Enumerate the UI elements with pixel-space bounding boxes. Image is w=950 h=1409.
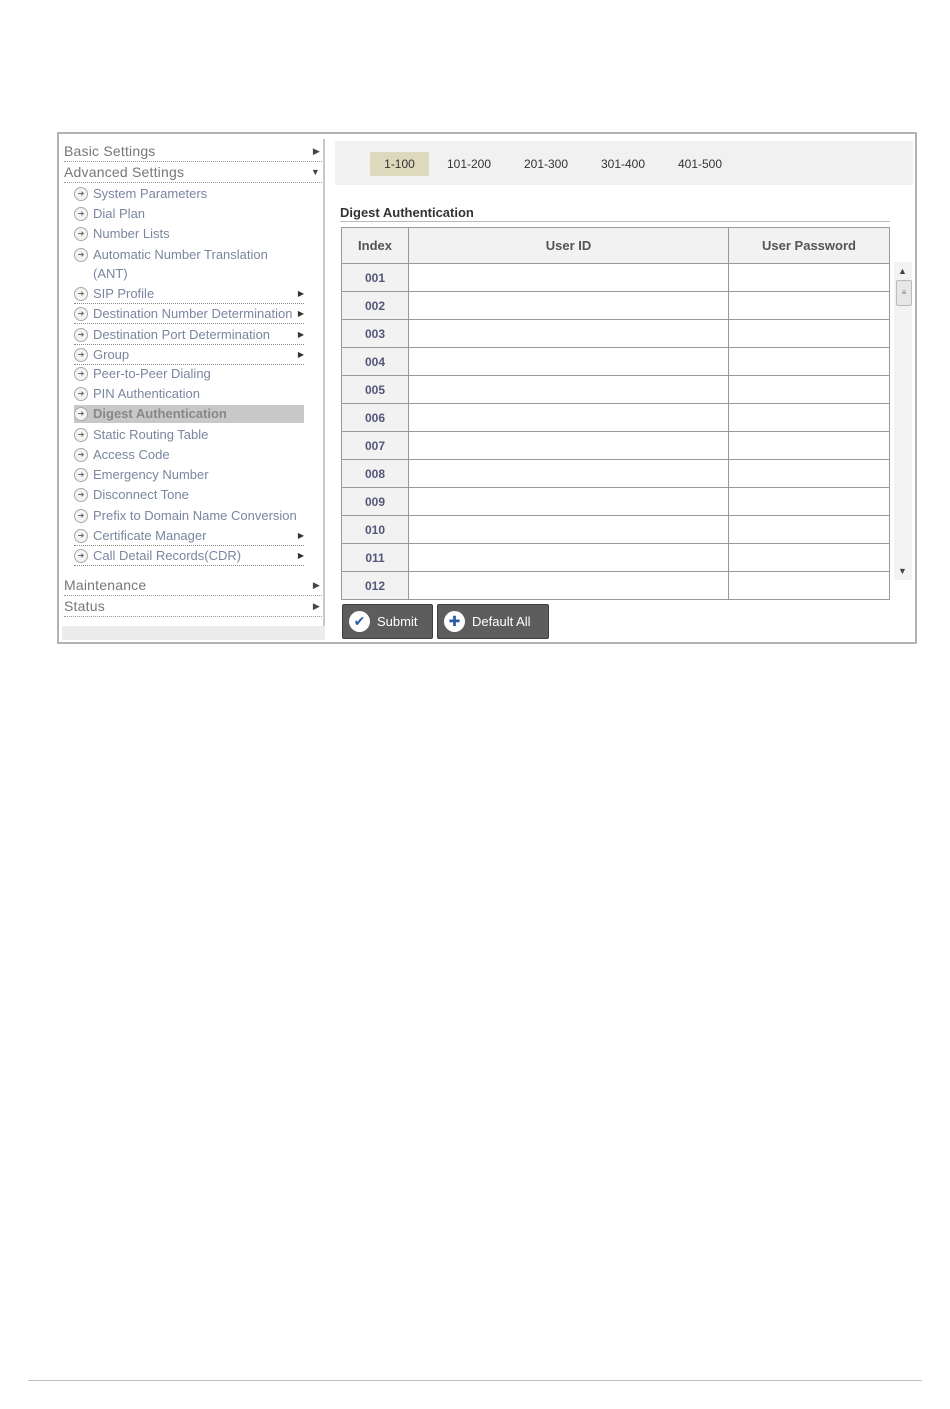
arrow-circle-icon: ➜	[74, 227, 88, 241]
arrow-circle-icon: ➜	[74, 407, 88, 421]
table-row	[342, 404, 890, 432]
table-row	[342, 376, 890, 404]
user-id-input[interactable]	[409, 544, 729, 572]
table-row	[342, 264, 890, 292]
column-header-user-password: User Password	[729, 228, 890, 264]
title-divider	[340, 221, 890, 222]
tab-101-200[interactable]: 101-200	[446, 157, 492, 171]
chevron-right-icon: ▶	[297, 289, 304, 298]
arrow-circle-icon: ➜	[74, 428, 88, 442]
user-id-input[interactable]	[409, 264, 729, 292]
chevron-right-icon: ▶	[312, 146, 320, 156]
digest-auth-table	[341, 227, 890, 600]
user-password-input[interactable]	[729, 376, 890, 404]
arrow-circle-icon: ➜	[74, 468, 88, 482]
user-id-input[interactable]	[409, 488, 729, 516]
checkmark-icon: ✔	[349, 611, 370, 632]
sidebar-section-maintenance[interactable]: Maintenance ▶	[64, 576, 322, 596]
arrow-circle-icon: ➜	[74, 248, 88, 262]
sidebar-item-digest-authentication[interactable]: ➜ Digest Authentication	[74, 405, 304, 423]
arrow-circle-icon: ➜	[74, 529, 88, 543]
user-id-input[interactable]	[409, 404, 729, 432]
user-id-input[interactable]	[409, 320, 729, 348]
table-row	[342, 544, 890, 572]
user-id-input[interactable]	[409, 376, 729, 404]
user-password-input[interactable]	[729, 264, 890, 292]
table-row	[342, 348, 890, 376]
column-header-user-id: User ID	[409, 228, 729, 264]
page-title: Digest Authentication	[340, 205, 474, 220]
puzzle-icon: ✚	[444, 611, 465, 632]
column-header-index: Index	[342, 228, 409, 264]
sidebar-section-advanced-settings[interactable]: Advanced Settings ▼	[64, 163, 322, 183]
sidebar-item-call-detail-records[interactable]: ➜ Call Detail Records(CDR) ▶	[74, 547, 304, 566]
arrow-circle-icon: ➜	[74, 287, 88, 301]
scroll-up-arrow-icon[interactable]: ▲	[898, 266, 907, 276]
user-password-input[interactable]	[729, 404, 890, 432]
main-frame	[57, 132, 917, 644]
user-password-input[interactable]	[729, 488, 890, 516]
sidebar-section-status[interactable]: Status ▶	[64, 597, 322, 617]
tab-201-300[interactable]: 201-300	[523, 157, 569, 171]
chevron-right-icon: ▶	[297, 350, 304, 359]
table-row	[342, 572, 890, 600]
sidebar-item-sip-profile[interactable]: ➜ SIP Profile ▶	[74, 285, 304, 304]
user-id-input[interactable]	[409, 516, 729, 544]
user-id-input[interactable]	[409, 348, 729, 376]
row-index: 008	[342, 460, 409, 488]
user-id-input[interactable]	[409, 432, 729, 460]
chevron-right-icon: ▶	[312, 580, 320, 590]
arrow-circle-icon: ➜	[74, 448, 88, 462]
row-index: 006	[342, 404, 409, 432]
user-id-input[interactable]	[409, 292, 729, 320]
row-index: 010	[342, 516, 409, 544]
table-row	[342, 320, 890, 348]
table-row	[342, 292, 890, 320]
sidebar-item-destination-port-determination[interactable]: ➜ Destination Port Determination ▶	[74, 326, 304, 345]
sidebar-item-destination-number-determination[interactable]: ➜ Destination Number Determination ▶	[74, 305, 304, 324]
user-password-input[interactable]	[729, 292, 890, 320]
sidebar-menu: Basic Settings ▶ Advanced Settings ▼ ➜ System Parameters ➜ Dial Plan ➜ Number Lists ➜ Automatic Number Translation (ANT) ➜ SIP Profile ▶ ➜ Destination Number Determination ▶ ➜ Destination Port Determination ▶ ➜ Group ▶ ➜ Peer-to-Peer Dialing ➜ PIN Authentication ➜ Digest Authentication ➜ Static Routing Table ➜ Access Code ➜ Emergency Number ➜ Disconnect Tone ➜ Prefix to Domain Name Conversion ➜ Certificate Manager ▶ ➜ Call Detail Records(CDR) ▶ Maintenance ▶ Status ▶	[62, 139, 325, 626]
chevron-down-icon: ▼	[310, 167, 320, 177]
user-password-input[interactable]	[729, 544, 890, 572]
arrow-circle-icon: ➜	[74, 207, 88, 221]
sidebar-item-certificate-manager[interactable]: ➜ Certificate Manager ▶	[74, 527, 304, 546]
digest-auth-table-container	[341, 227, 912, 593]
default-all-button[interactable]: ✚ Default All	[437, 604, 549, 639]
scroll-down-arrow-icon[interactable]: ▼	[898, 566, 907, 576]
user-id-input[interactable]	[409, 460, 729, 488]
scroll-thumb[interactable]: ≡	[896, 280, 912, 306]
sidebar-section-basic-settings[interactable]: Basic Settings ▶	[64, 142, 322, 162]
sidebar-item-group[interactable]: ➜ Group ▶	[74, 346, 304, 365]
row-index: 007	[342, 432, 409, 460]
arrow-circle-icon: ➜	[74, 367, 88, 381]
arrow-circle-icon: ➜	[74, 488, 88, 502]
user-password-input[interactable]	[729, 460, 890, 488]
row-index: 012	[342, 572, 409, 600]
arrow-circle-icon: ➜	[74, 387, 88, 401]
submit-button[interactable]: ✔ Submit	[342, 604, 433, 639]
arrow-circle-icon: ➜	[74, 348, 88, 362]
chevron-right-icon: ▶	[297, 551, 304, 560]
sidebar-footer	[62, 626, 325, 640]
chevron-right-icon: ▶	[297, 330, 304, 339]
user-password-input[interactable]	[729, 348, 890, 376]
tab-401-500[interactable]: 401-500	[677, 157, 723, 171]
arrow-circle-icon: ➜	[74, 307, 88, 321]
arrow-circle-icon: ➜	[74, 187, 88, 201]
row-index: 009	[342, 488, 409, 516]
table-row	[342, 516, 890, 544]
chevron-right-icon: ▶	[297, 531, 304, 540]
user-password-input[interactable]	[729, 572, 890, 600]
row-index: 002	[342, 292, 409, 320]
chevron-right-icon: ▶	[297, 309, 304, 318]
row-index: 004	[342, 348, 409, 376]
page-footer-divider	[28, 1380, 922, 1381]
table-row	[342, 432, 890, 460]
row-index: 011	[342, 544, 409, 572]
user-password-input[interactable]	[729, 516, 890, 544]
row-index: 001	[342, 264, 409, 292]
range-tab-bar	[335, 141, 913, 185]
table-row	[342, 460, 890, 488]
chevron-right-icon: ▶	[312, 601, 320, 611]
tab-1-100[interactable]: 1-100	[370, 152, 429, 176]
user-password-input[interactable]	[729, 432, 890, 460]
table-row	[342, 488, 890, 516]
row-index: 003	[342, 320, 409, 348]
user-password-input[interactable]	[729, 320, 890, 348]
user-id-input[interactable]	[409, 572, 729, 600]
arrow-circle-icon: ➜	[74, 509, 88, 523]
row-index: 005	[342, 376, 409, 404]
arrow-circle-icon: ➜	[74, 549, 88, 563]
sidebar-item-ant[interactable]: ➜ Automatic Number Translation (ANT)	[74, 246, 304, 284]
arrow-circle-icon: ➜	[74, 328, 88, 342]
tab-301-400[interactable]: 301-400	[600, 157, 646, 171]
table-scrollbar[interactable]	[894, 262, 912, 580]
